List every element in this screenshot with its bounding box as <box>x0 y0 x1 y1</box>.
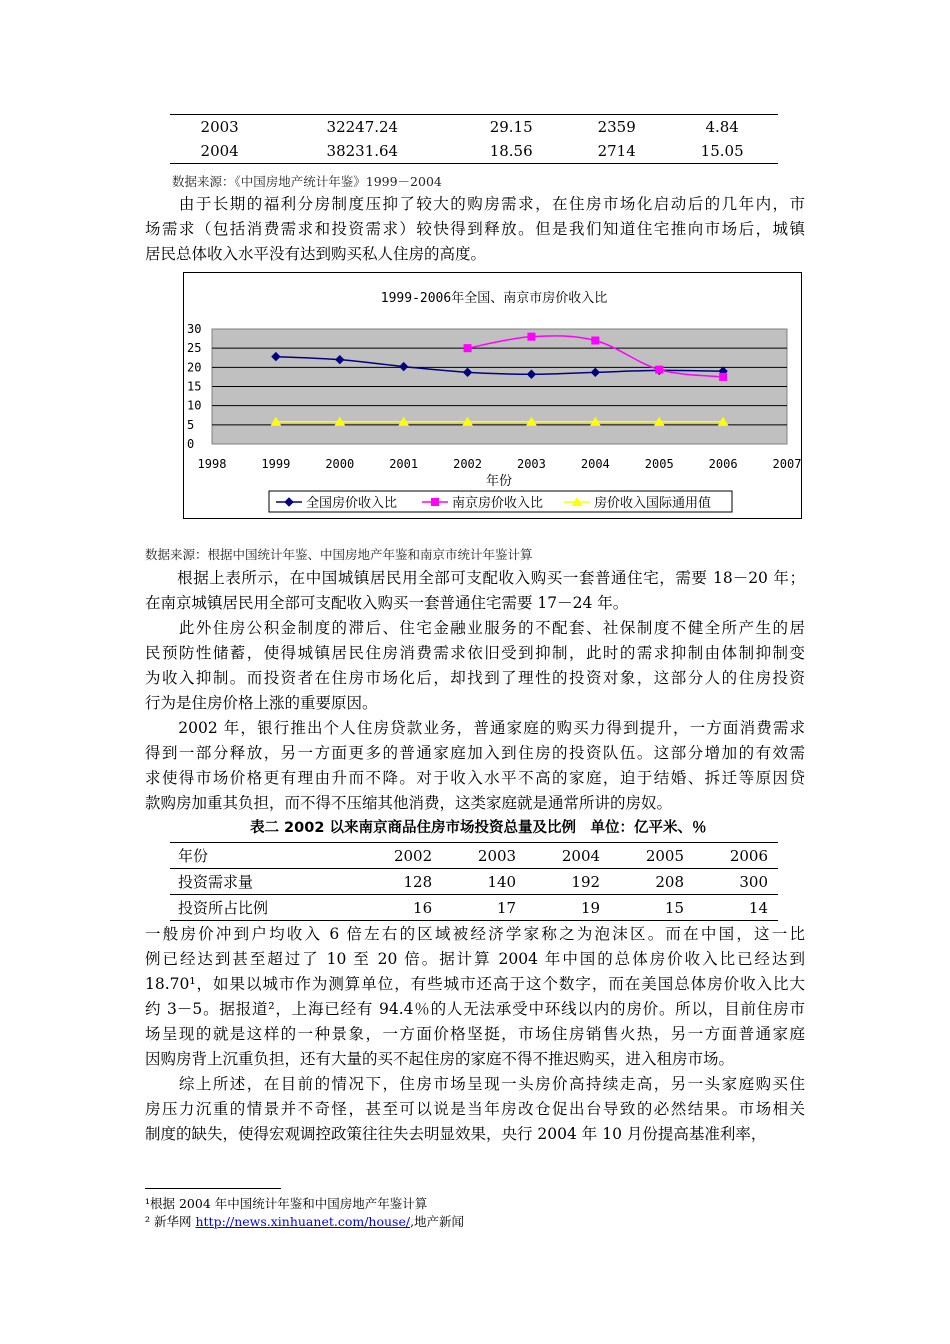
footnote-separator <box>145 1188 281 1189</box>
text-line: 行为是住房价格上涨的重要原因。 <box>145 694 378 712</box>
data-point <box>464 345 471 352</box>
table-cell: 2714 <box>567 139 666 164</box>
y-tick-label: 10 <box>187 398 202 413</box>
text-line: 18.70¹，如果以城市作为测算单位，有些城市还高于这个数字，而在美国总体房价收入比大 <box>145 975 805 993</box>
y-tick-label: 15 <box>187 379 202 394</box>
x-tick-label: 2006 <box>708 457 738 471</box>
table-row <box>170 869 778 895</box>
paragraph-1 <box>145 192 805 267</box>
text-line: 约 3－5。据报道²，上海已经有 94.4％的人无法承受中环线以内的房价。所以，目前住房市 <box>145 1000 805 1018</box>
chart-source: 数据来源：根据中国统计年鉴、中国房地产年鉴和南京市统计年鉴计算 <box>145 547 533 562</box>
table-cell: 2005 <box>610 843 694 869</box>
text-line: 在南京城镇居民用全部可支配收入购买一套普通住宅需要 17－24 年。 <box>145 594 629 612</box>
data-point <box>656 366 663 373</box>
data-point <box>592 337 599 344</box>
legend-label: 全国房价收入比 <box>306 496 398 511</box>
text-line: 此外住房公积金制度的滞后、住宅金融业服务的不配套、社保制度不健全所产生的居 <box>145 619 805 637</box>
table-cell: 15.05 <box>666 139 778 164</box>
paragraph-4 <box>145 716 805 816</box>
legend <box>269 491 732 512</box>
y-tick-label: 20 <box>187 360 202 375</box>
text-line: 因购房背上沉重负担，还有大量的买不起住房的家庭不得不推迟购买，进入租房市场。 <box>145 1050 735 1068</box>
table-cell: 年份 <box>170 843 358 869</box>
text-line: 场呈现的就是这样的一种景象，一方面价格坚挺，市场住房销售火热，另一方面普通家庭 <box>145 1025 805 1043</box>
text-line: 居民总体收入水平没有达到购买私人住房的高度。 <box>145 245 487 263</box>
y-tick-label: 5 <box>187 417 195 432</box>
table-cell: 2002 <box>358 843 442 869</box>
paragraph-2 <box>145 566 805 616</box>
table-cell: 2003 <box>442 843 526 869</box>
footnote-2-suffix: ,地产新闻 <box>410 1214 465 1229</box>
x-axis-label: 年份 <box>485 474 513 489</box>
paragraph-5 <box>145 922 805 1072</box>
table-cell: 15 <box>610 895 694 921</box>
table-cell: 128 <box>358 869 442 895</box>
table-row <box>170 115 778 140</box>
text-line: 根据上表所示，在中国城镇居民用全部可支配收入购买一套普通住宅，需要 18－20 年； <box>145 569 805 587</box>
y-tick-label: 0 <box>187 437 195 451</box>
table-1-source: 数据来源：《中国房地产统计年鉴》1999－2004 <box>172 174 442 189</box>
chart-title: 1999-2006年全国、南京市房价收入比 <box>380 291 608 306</box>
x-axis-ticks <box>198 457 801 471</box>
legend-label: 房价收入国际通用值 <box>594 496 712 511</box>
table-cell: 192 <box>526 869 610 895</box>
table-cell: 2006 <box>694 843 778 869</box>
footnote-2-prefix: ² 新华网 <box>145 1214 196 1229</box>
table-cell: 14 <box>694 895 778 921</box>
text-line: 综上所述，在目前的情况下，住房市场呈现一头房价高持续走高，另一头家庭购买住 <box>145 1075 805 1093</box>
y-tick-label: 25 <box>187 341 202 356</box>
text-line: 得到一部分释放，另一方面更多的普通家庭加入到住房的投资队伍。这部分增加的有效需 <box>145 744 805 762</box>
table-1 <box>170 114 778 164</box>
table-row <box>170 895 778 921</box>
x-tick-label: 2001 <box>389 457 419 471</box>
table-cell: 18.56 <box>455 139 567 164</box>
x-tick-label: 2000 <box>325 457 355 471</box>
table-2 <box>170 842 778 921</box>
footnote-2-link[interactable]: http://news.xinhuanet.com/house/ <box>195 1214 411 1229</box>
data-point <box>720 373 727 380</box>
table-cell: 投资所占比例 <box>170 895 358 921</box>
text-line: 场需求（包括消费需求和投资需求）较快得到释放。但是我们知道住宅推向市场后，城镇 <box>145 220 805 238</box>
table-row <box>170 139 778 164</box>
table-cell: 38231.64 <box>269 139 455 164</box>
table-2-title: 表二 2002 以来南京商品住房市场投资总量及比例 单位：亿平米、％ <box>250 820 707 836</box>
x-tick-label: 1999 <box>261 457 291 471</box>
text-line: 为收入抑制。而投资者在住房市场化后，却找到了理性的投资对象，这部分人的住房投资 <box>145 669 805 687</box>
table-cell: 2004 <box>526 843 610 869</box>
line-chart <box>184 273 801 518</box>
x-tick-label: 2005 <box>644 457 674 471</box>
text-line: 民预防性储蓄，使得城镇居民住房消费需求依旧受到抑制，此时的需求抑制由体制抑制变 <box>145 644 805 662</box>
table-cell: 32247.24 <box>269 115 455 140</box>
x-tick-label: 2007 <box>772 457 801 471</box>
table-header-row <box>170 843 778 869</box>
text-line: 由于长期的福利分房制度压抑了较大的购房需求，在住房市场化启动后的几年内，市 <box>145 195 805 213</box>
data-point <box>528 333 535 340</box>
chart-container <box>183 272 802 519</box>
table-cell: 16 <box>358 895 442 921</box>
footnote-1: ¹根据 2004 年中国统计年鉴和中国房地产年鉴计算 <box>145 1196 428 1211</box>
text-line: 制度的缺失，使得宏观调控政策往往失去明显效果，央行 2004 年 10 月份提高基准利率， <box>145 1125 767 1143</box>
text-line: 一般房价冲到户均收入 6 倍左右的区域被经济学家称之为泡沫区。而在中国，这一比 <box>145 925 805 943</box>
x-tick-label: 2002 <box>453 457 483 471</box>
table-cell: 208 <box>610 869 694 895</box>
x-tick-label: 2004 <box>580 457 610 471</box>
table-cell: 140 <box>442 869 526 895</box>
text-line: 求使得市场价格更有理由升而不降。对于收入水平不高的家庭，迫于结婚、拆迁等原因贷 <box>145 769 805 787</box>
x-tick-label: 1998 <box>197 457 227 471</box>
table-cell: 投资需求量 <box>170 869 358 895</box>
text-line: 例已经达到甚至超过了 10 至 20 倍。据计算 2004 年中国的总体房价收入比已经达到 <box>145 950 805 968</box>
paragraph-3 <box>145 616 805 716</box>
y-axis-ticks <box>187 322 201 451</box>
table-cell: 2003 <box>170 115 269 140</box>
table-cell: 2359 <box>567 115 666 140</box>
table-cell: 4.84 <box>666 115 778 140</box>
table-cell: 19 <box>526 895 610 921</box>
x-tick-label: 2003 <box>516 457 546 471</box>
footnote-2 <box>145 1212 464 1230</box>
table-cell: 17 <box>442 895 526 921</box>
data-point <box>432 499 439 506</box>
table-cell: 2004 <box>170 139 269 164</box>
text-line: 款购房加重其负担，而不得不压缩其他消费，这类家庭就是通常所讲的房奴。 <box>145 794 673 812</box>
text-line: 2002 年，银行推出个人住房贷款业务，普通家庭的购买力得到提升，一方面消费需求 <box>145 719 805 737</box>
y-tick-label: 30 <box>187 322 202 336</box>
table-cell: 300 <box>694 869 778 895</box>
text-line: 房压力沉重的情景并不奇怪，甚至可以说是当年房改仓促出台导致的必然结果。市场相关 <box>145 1100 805 1118</box>
paragraph-6 <box>145 1072 805 1147</box>
table-cell: 29.15 <box>455 115 567 140</box>
legend-label: 南京房价收入比 <box>452 496 544 511</box>
